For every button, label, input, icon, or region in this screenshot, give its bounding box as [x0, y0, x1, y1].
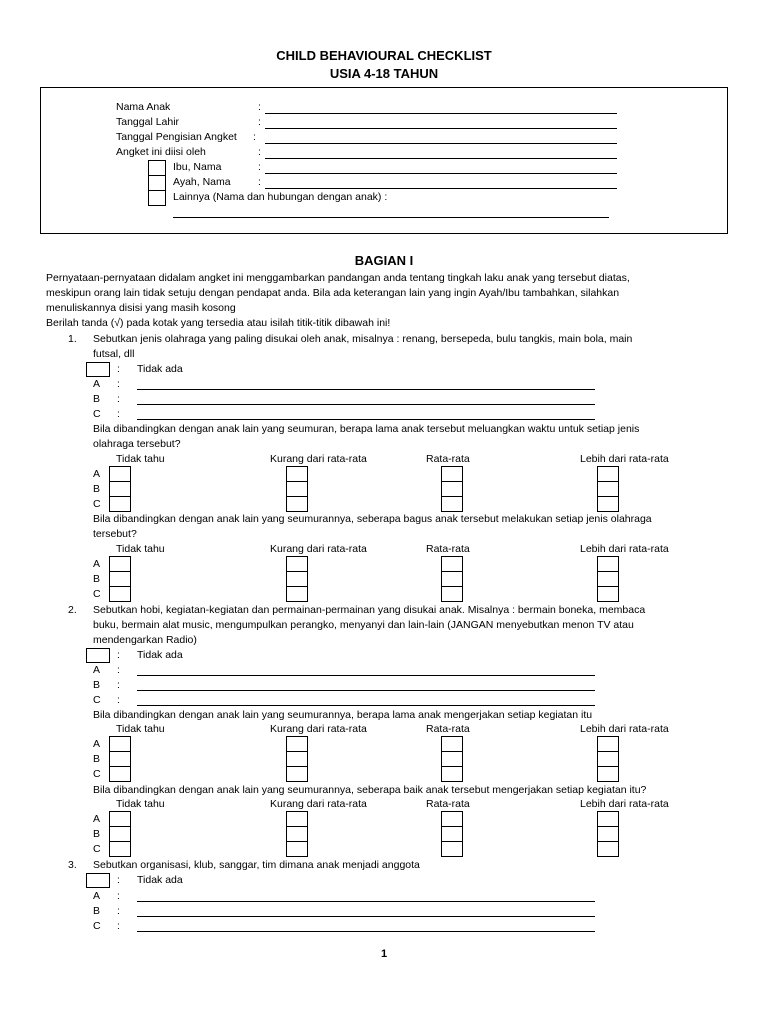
- row-label: C: [93, 768, 101, 780]
- rating-column-tidak-tahu[interactable]: [109, 736, 131, 782]
- question-text: Sebutkan hobi, kegiatan-kegiatan dan permainan-permainan yang disukai anak. Misalnya : bermain boneka, membaca: [93, 604, 646, 616]
- scale-rata-rata: Rata-rata: [426, 543, 470, 555]
- colon: :: [117, 905, 120, 917]
- field-colon: :: [253, 131, 256, 143]
- row-label: B: [93, 905, 101, 917]
- scale-kurang: Kurang dari rata-rata: [270, 723, 367, 735]
- rating-column-tidak-tahu[interactable]: [109, 556, 131, 602]
- diisi-oleh-input-line[interactable]: [265, 158, 617, 159]
- tidak-ada-label: Tidak ada: [137, 649, 183, 661]
- row-label: A: [93, 813, 101, 825]
- colon: :: [117, 694, 120, 706]
- tidak-ada-label: Tidak ada: [137, 363, 183, 375]
- scale-kurang: Kurang dari rata-rata: [270, 453, 367, 465]
- tidak-ada-checkbox[interactable]: [86, 362, 110, 377]
- answer-line-a[interactable]: [137, 901, 595, 902]
- rating-column-lebih[interactable]: [597, 556, 619, 602]
- rating-column-lebih[interactable]: [597, 466, 619, 512]
- question-text: Sebutkan jenis olahraga yang paling disukai oleh anak, misalnya : renang, bersepeda, bulu tangkis, main bola, main: [93, 333, 633, 345]
- rating-column-rata-rata[interactable]: [441, 556, 463, 602]
- row-label: A: [93, 468, 101, 480]
- rating-column-lebih[interactable]: [597, 736, 619, 782]
- sub-question-text: tersebut?: [93, 528, 137, 540]
- sub-question-text: Bila dibandingkan dengan anak lain yang seumurannya, seberapa bagus anak tersebut melakukan setiap jenis olahraga: [93, 513, 652, 525]
- row-label: B: [93, 573, 101, 585]
- rating-column-rata-rata[interactable]: [441, 736, 463, 782]
- rating-column-kurang[interactable]: [286, 736, 308, 782]
- document-subtitle: USIA 4-18 TAHUN: [329, 66, 439, 81]
- field-label-nama-anak: Nama Anak: [116, 101, 171, 113]
- answer-line-b[interactable]: [137, 916, 595, 917]
- row-label: A: [93, 890, 101, 902]
- row-label: B: [93, 393, 101, 405]
- ibu-nama-input-line[interactable]: [265, 173, 617, 174]
- rating-column-tidak-tahu[interactable]: [109, 466, 131, 512]
- scale-rata-rata: Rata-rata: [426, 723, 470, 735]
- row-label: C: [93, 843, 101, 855]
- row-label: A: [93, 738, 101, 750]
- row-label: C: [93, 498, 101, 510]
- filler-label-lainnya: Lainnya (Nama dan hubungan dengan anak) :: [173, 191, 388, 203]
- row-label: A: [93, 378, 101, 390]
- question-number: 2.: [68, 604, 77, 616]
- lainnya-input-line[interactable]: [173, 217, 609, 218]
- colon: :: [117, 393, 120, 405]
- row-label: C: [93, 408, 101, 420]
- field-label-tanggal-lahir: Tanggal Lahir: [116, 116, 180, 128]
- colon: :: [117, 664, 120, 676]
- tanggal-lahir-input-line[interactable]: [265, 128, 617, 129]
- intro-line: menuliskannya disisi yang masih kosong: [46, 302, 236, 314]
- row-label: A: [93, 664, 101, 676]
- scale-lebih: Lebih dari rata-rata: [580, 453, 669, 465]
- sub-question-text: Bila dibandingkan dengan anak lain yang seumurannya, berapa lama anak mengerjakan setiap kegiatan itu: [93, 709, 593, 721]
- colon: :: [117, 890, 120, 902]
- field-colon: :: [258, 146, 261, 158]
- filler-label-ibu: Ibu, Nama: [173, 161, 222, 173]
- rating-column-kurang[interactable]: [286, 811, 308, 857]
- answer-line-a[interactable]: [137, 389, 595, 390]
- section-title: BAGIAN I: [354, 253, 414, 268]
- answer-line-a[interactable]: [137, 675, 595, 676]
- field-colon: :: [258, 101, 261, 113]
- sub-question-text: Bila dibandingkan dengan anak lain yang seumurannya, seberapa baik anak tersebut mengerjakan setiap kegiatan itu?: [93, 784, 647, 796]
- colon: :: [117, 363, 120, 375]
- ayah-checkbox[interactable]: [148, 175, 166, 191]
- field-colon: :: [258, 176, 261, 188]
- scale-lebih: Lebih dari rata-rata: [580, 798, 669, 810]
- rating-column-tidak-tahu[interactable]: [109, 811, 131, 857]
- row-label: B: [93, 753, 101, 765]
- answer-line-c[interactable]: [137, 705, 595, 706]
- rating-column-rata-rata[interactable]: [441, 466, 463, 512]
- question-text: mendengarkan Radio): [93, 634, 197, 646]
- field-colon: :: [258, 116, 261, 128]
- filler-label-ayah: Ayah, Nama: [173, 176, 231, 188]
- rating-column-kurang[interactable]: [286, 466, 308, 512]
- colon: :: [117, 874, 120, 886]
- row-label: C: [93, 694, 101, 706]
- colon: :: [117, 408, 120, 420]
- question-number: 3.: [68, 859, 77, 871]
- nama-anak-input-line[interactable]: [265, 113, 617, 114]
- question-text: buku, bermain alat music, mengumpulkan perangko, menyanyi dan lain-lain (JANGAN menyebutkan menon TV atau: [93, 619, 634, 631]
- intro-line: meskipun orang lain tidak setuju dengan pendapat anda. Bila ada keterangan lain yang ingin Ayah/Ibu tambahkan, silahkan: [46, 287, 620, 299]
- colon: :: [117, 378, 120, 390]
- rating-column-kurang[interactable]: [286, 556, 308, 602]
- document-title: CHILD BEHAVIOURAL CHECKLIST: [276, 48, 492, 63]
- answer-line-c[interactable]: [137, 419, 595, 420]
- question-text: Sebutkan organisasi, klub, sanggar, tim dimana anak menjadi anggota: [93, 859, 420, 871]
- ayah-nama-input-line[interactable]: [265, 188, 617, 189]
- scale-kurang: Kurang dari rata-rata: [270, 543, 367, 555]
- ibu-checkbox[interactable]: [148, 160, 166, 176]
- scale-lebih: Lebih dari rata-rata: [580, 543, 669, 555]
- scale-kurang: Kurang dari rata-rata: [270, 798, 367, 810]
- row-label: B: [93, 828, 101, 840]
- answer-line-b[interactable]: [137, 404, 595, 405]
- question-number: 1.: [68, 333, 77, 345]
- scale-rata-rata: Rata-rata: [426, 453, 470, 465]
- field-colon: :: [258, 161, 261, 173]
- intro-line: Pernyataan-pernyataan didalam angket ini menggambarkan pandangan anda tentang tingkah laku anak yang tersebut diatas,: [46, 272, 630, 284]
- row-label: B: [93, 679, 101, 691]
- scale-rata-rata: Rata-rata: [426, 798, 470, 810]
- sub-question-text: olahraga tersebut?: [93, 438, 181, 450]
- tidak-ada-label: Tidak ada: [137, 874, 183, 886]
- row-label: B: [93, 483, 101, 495]
- row-label: C: [93, 920, 101, 932]
- colon: :: [117, 679, 120, 691]
- page-number: 1: [380, 948, 388, 960]
- rating-column-lebih[interactable]: [597, 811, 619, 857]
- tidak-ada-checkbox[interactable]: [86, 873, 110, 888]
- scale-tidak-tahu: Tidak tahu: [116, 543, 165, 555]
- answer-line-b[interactable]: [137, 690, 595, 691]
- field-label-diisi-oleh: Angket ini diisi oleh: [116, 146, 206, 158]
- field-label-tanggal-pengisian: Tanggal Pengisian Angket: [116, 131, 237, 143]
- colon: :: [117, 920, 120, 932]
- scale-tidak-tahu: Tidak tahu: [116, 453, 165, 465]
- colon: :: [117, 649, 120, 661]
- scale-tidak-tahu: Tidak tahu: [116, 723, 165, 735]
- question-text: futsal, dll: [93, 348, 135, 360]
- tidak-ada-checkbox[interactable]: [86, 648, 110, 663]
- scale-lebih: Lebih dari rata-rata: [580, 723, 669, 735]
- row-label: C: [93, 588, 101, 600]
- tanggal-pengisian-input-line[interactable]: [265, 143, 617, 144]
- sub-question-text: Bila dibandingkan dengan anak lain yang seumuran, berapa lama anak tersebut meluangkan waktu untuk setiap jenis: [93, 423, 640, 435]
- answer-line-c[interactable]: [137, 931, 595, 932]
- scale-tidak-tahu: Tidak tahu: [116, 798, 165, 810]
- lainnya-checkbox[interactable]: [148, 190, 166, 206]
- instruction-text: Berilah tanda (√) pada kotak yang tersedia atau isilah titik-titik dibawah ini!: [46, 317, 391, 329]
- rating-column-rata-rata[interactable]: [441, 811, 463, 857]
- row-label: A: [93, 558, 101, 570]
